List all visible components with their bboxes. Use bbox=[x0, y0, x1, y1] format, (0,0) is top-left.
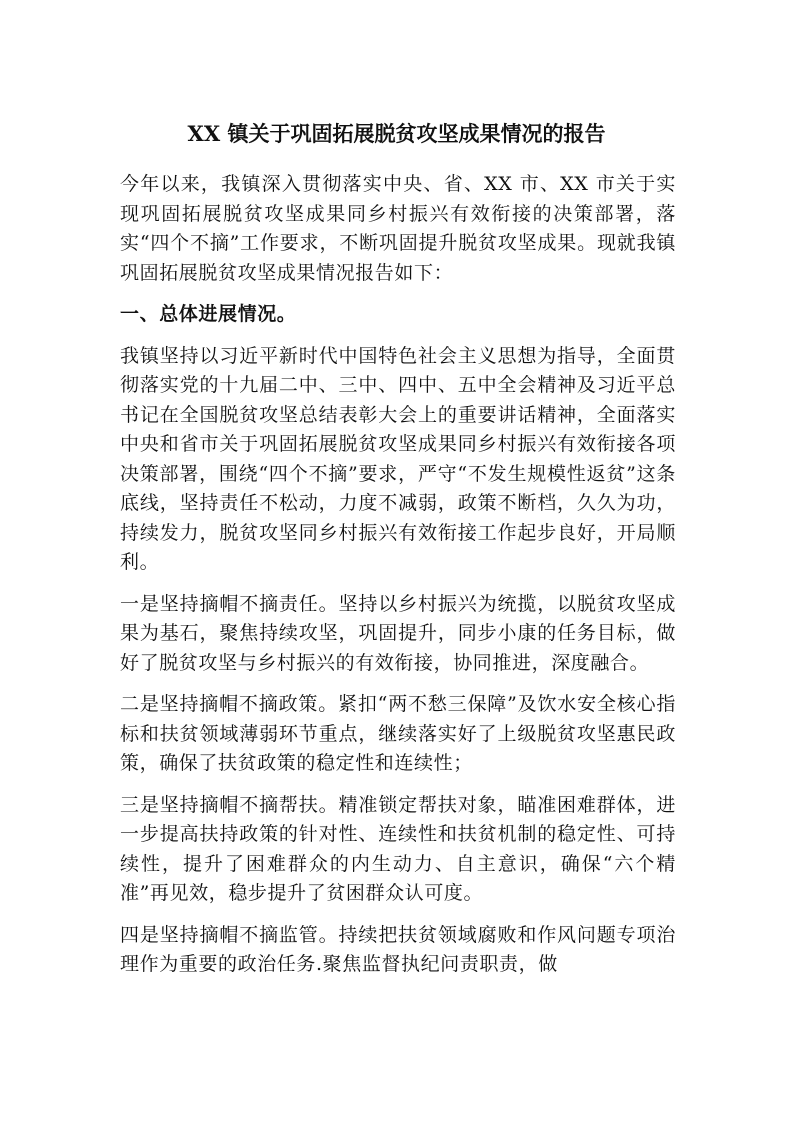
point-assistance-paragraph: 三是坚持摘帽不摘帮扶。精准锁定帮扶对象，瞄准困难群体，进一步提高扶持政策的针对性、连续性和扶贫机制的稳定性、可持续性，提升了困难群众的内生动力、自主意识，确保“六个精准”再见效，稳步提升了贫困群众认可度。 bbox=[120, 793, 676, 904]
document-body bbox=[120, 170, 676, 992]
point-responsibility-paragraph: 一是坚持摘帽不摘责任。坚持以乡村振兴为统揽，以脱贫攻坚成果为基石，聚焦持续攻坚，巩固提升，同步小康的任务目标，做好了脱贫攻坚与乡村振兴的有效衔接，协同推进，深度融合。 bbox=[120, 592, 676, 674]
document-title: XX 镇关于巩固拓展脱贫攻坚成果情况的报告 bbox=[187, 121, 606, 146]
point-supervision-paragraph: 四是坚持摘帽不摘监管。持续把扶贫领域腐败和作风问题专项治理作为重要的政治任务.聚焦监督执纪问责职责，做 bbox=[120, 923, 676, 975]
intro-paragraph: 今年以来，我镇深入贯彻落实中央、省、XX 市、XX 市关于实现巩固拓展脱贫攻坚成果同乡村振兴有效衔接的决策部署，落实“四个不摘”工作要求，不断巩固提升脱贫攻坚成果。现就我镇巩固拓展脱贫攻坚成果情况报告如下： bbox=[120, 173, 676, 284]
section-heading-overall-progress: 一、总体进展情况。 bbox=[120, 303, 297, 325]
point-policy-paragraph: 二是坚持摘帽不摘政策。紧扣“两不愁三保障”及饮水安全核心指标和扶贫领域薄弱环节重点，继续落实好了上级脱贫攻坚惠民政策，确保了扶贫政策的稳定性和连续性； bbox=[120, 693, 676, 774]
section-paragraph-overall-progress: 我镇坚持以习近平新时代中国特色社会主义思想为指导，全面贯彻落实党的十九届二中、三中、四中、五中全会精神及习近平总书记在全国脱贫攻坚总结表彰大会上的重要讲话精神，全面落实中央和省市关于巩固拓展脱贫攻坚成果同乡村振兴有效衔接各项决策部署，围绕“四个不摘”要求，严守“不发生规模性返贫”这条底线，坚持责任不松动，力度不减弱，政策不断档，久久为功，持续发力，脱贫攻坚同乡村振兴有效衔接工作起步良好，开局顺利。 bbox=[120, 344, 676, 573]
